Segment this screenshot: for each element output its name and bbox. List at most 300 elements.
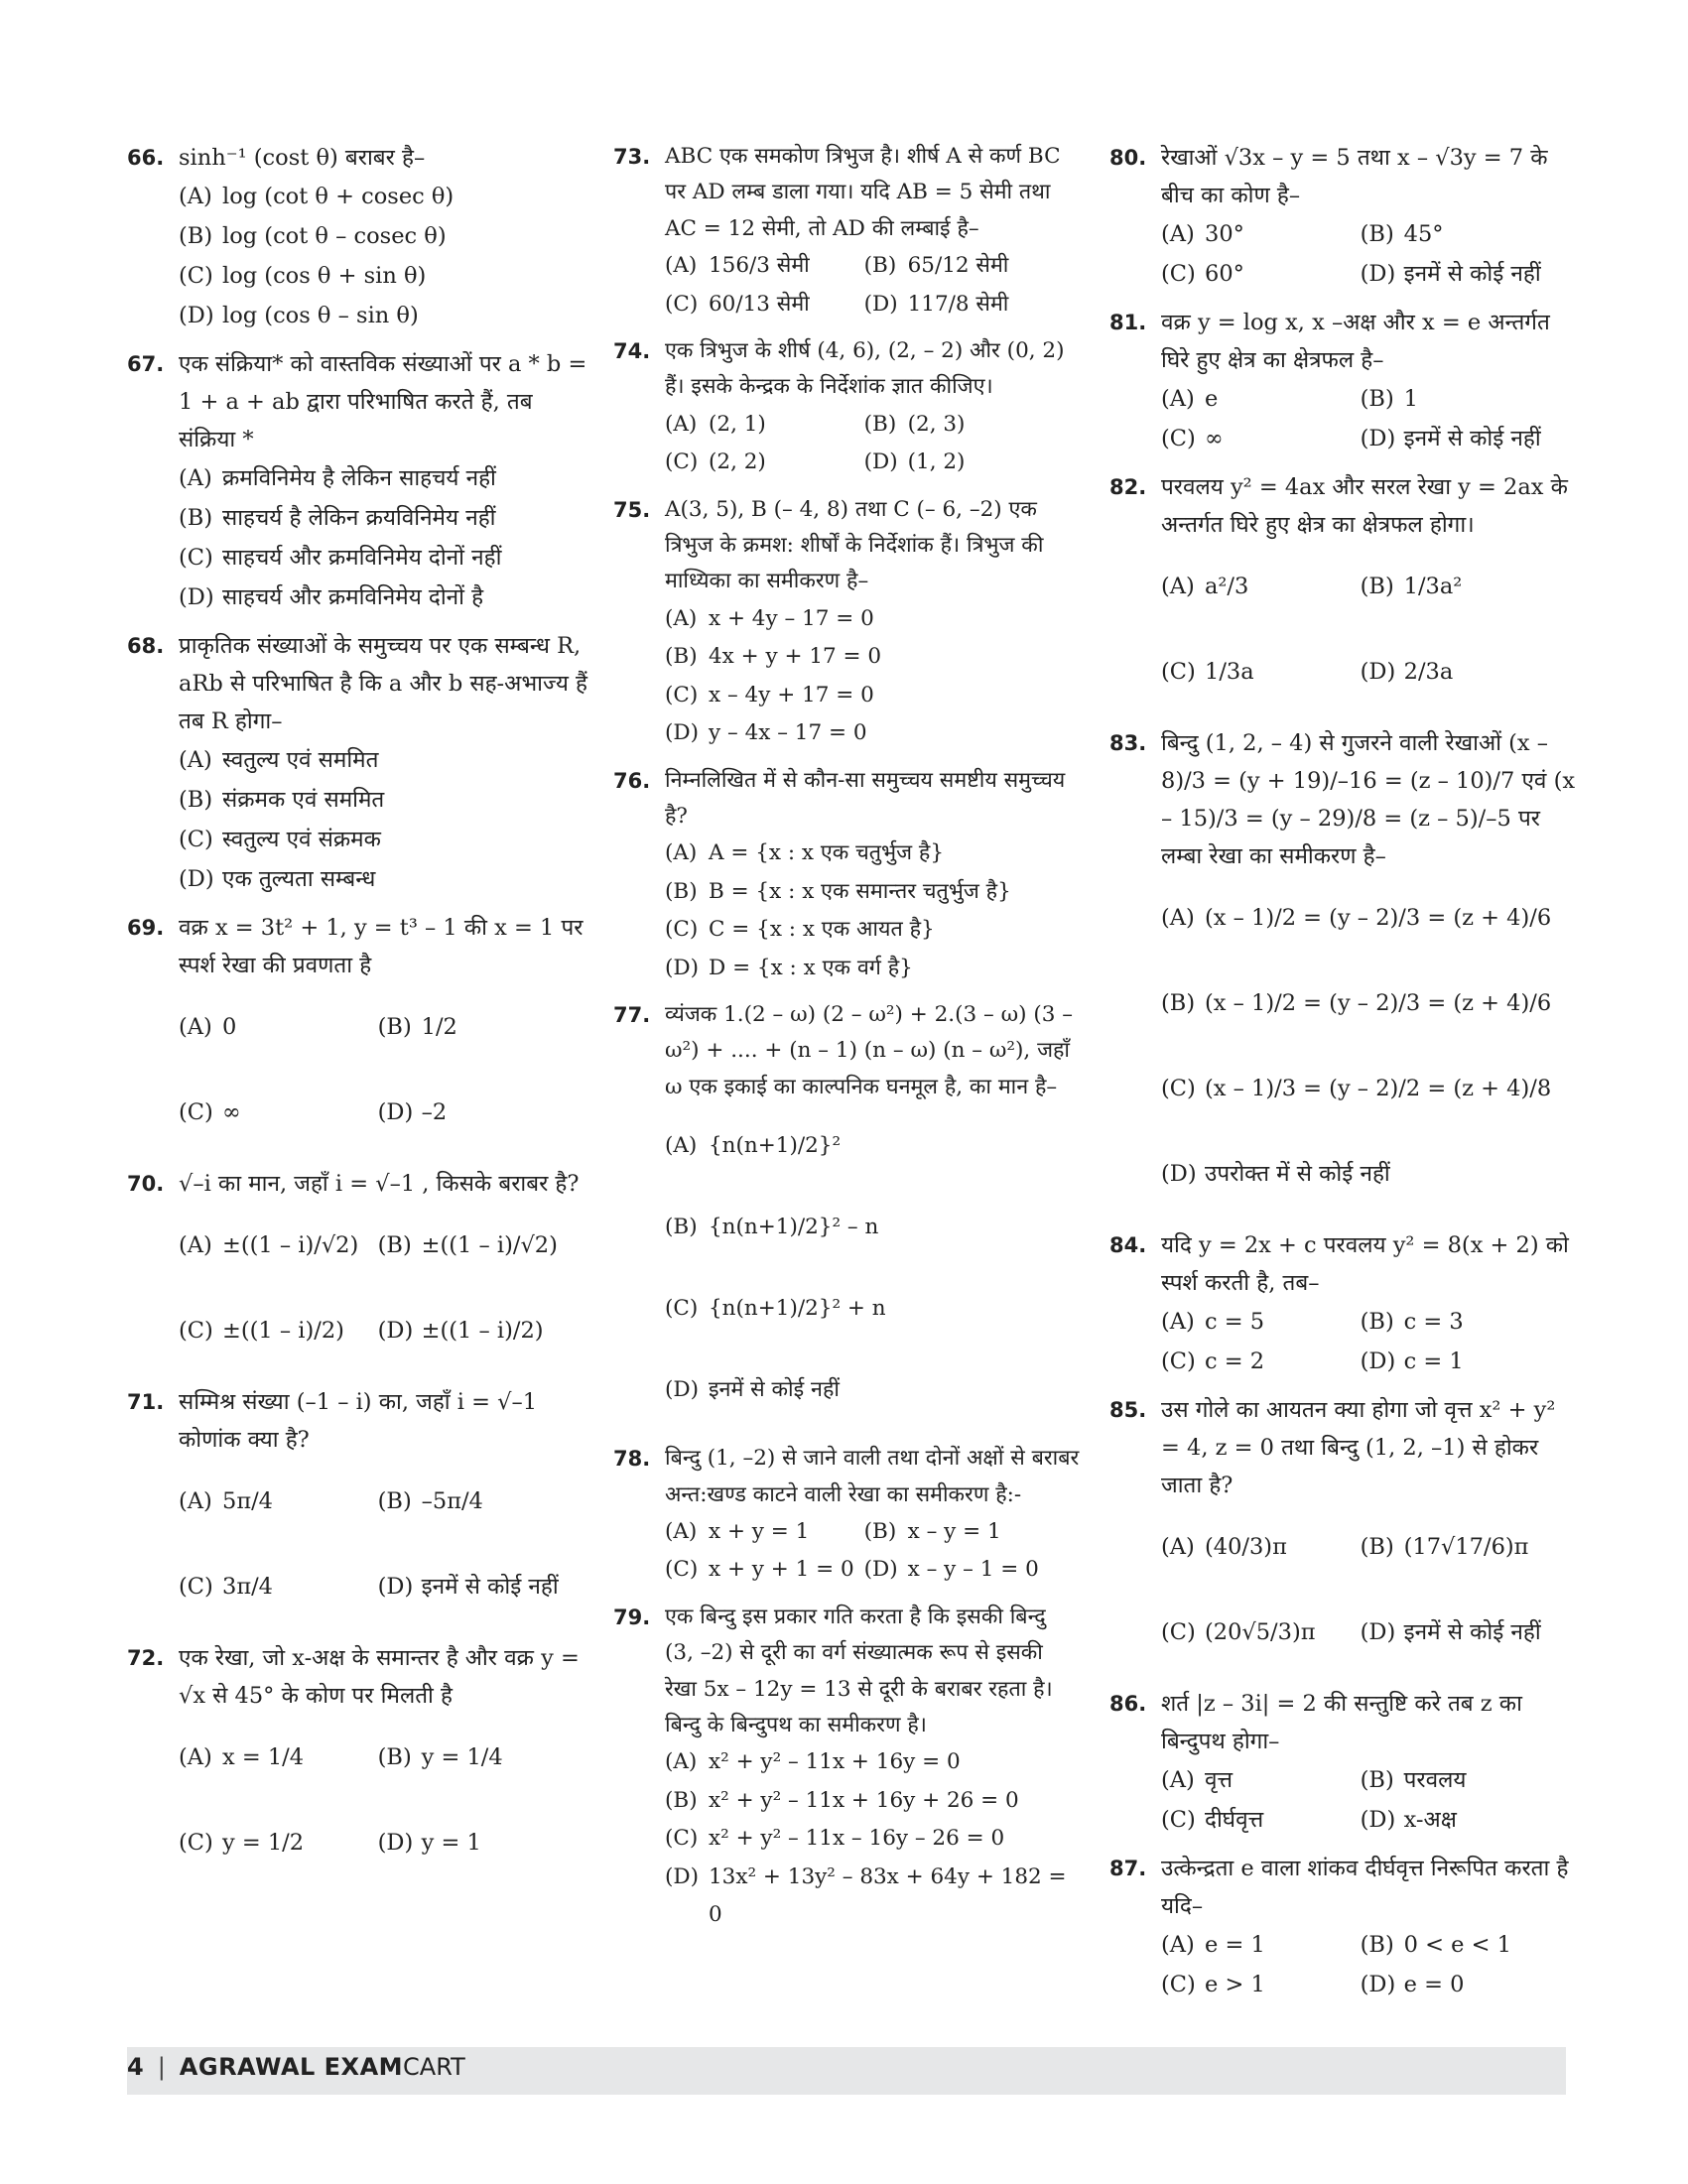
option-label: (C) <box>665 1296 699 1322</box>
option-label: (D) <box>665 1377 700 1403</box>
question-text: रेखाओं √3x – y = 5 तथा x – √3y = 7 के बीच का कोण है– <box>1161 145 1548 208</box>
question-text: बिन्दु (1, –2) से जाने वाली तथा दोनों अक्षों से बराबर अन्त:खण्ड काटने वाली रेखा का समीकरण है:- <box>665 1446 1080 1507</box>
option <box>864 444 1072 481</box>
option <box>1161 544 1361 629</box>
option-row <box>179 1288 593 1373</box>
option-label: (A) <box>179 1744 212 1770</box>
option-text: x – 4y + 17 = 0 <box>709 682 874 707</box>
option-row <box>1161 629 1576 714</box>
option-text: (x – 1)/2 = (y – 2)/3 = (z + 4)/6 <box>1205 905 1552 931</box>
option-label: (A) <box>665 253 698 279</box>
option <box>1161 1925 1361 1965</box>
option <box>1161 214 1361 254</box>
option-label: (D) <box>1360 1807 1396 1833</box>
option-text: e > 1 <box>1205 1972 1265 1997</box>
option-text: e <box>1205 386 1219 412</box>
option-row <box>1161 419 1576 458</box>
option <box>179 859 593 899</box>
option <box>1161 379 1361 419</box>
option <box>1361 544 1568 629</box>
option-text: x² + y² – 11x + 16y = 0 <box>709 1749 961 1775</box>
option-text: (1, 2) <box>907 450 966 475</box>
option-label: (C) <box>179 1099 213 1125</box>
option-label: (C) <box>179 827 213 852</box>
option-label: (D) <box>179 866 214 892</box>
option-row <box>179 1800 593 1885</box>
option <box>864 1513 1072 1551</box>
option-label: (A) <box>665 840 698 866</box>
option <box>179 1544 378 1629</box>
option-text: 1/2 <box>421 1014 457 1040</box>
option <box>864 247 1072 285</box>
option <box>665 677 1080 714</box>
option-row <box>665 1513 1080 1551</box>
option-text: x + y + 1 = 0 <box>709 1557 854 1583</box>
footer-text <box>127 2053 465 2081</box>
brand-name-light: CART <box>403 2053 465 2081</box>
option <box>179 780 593 820</box>
option-label: (B) <box>665 1787 698 1813</box>
option <box>179 216 593 256</box>
option <box>1161 254 1361 294</box>
option-text: e = 1 <box>1205 1932 1265 1958</box>
option-label: (C) <box>179 263 213 289</box>
question-text: उस गोले का आयतन क्या होगा जो वृत्त x² + y² = 4, z = 0 तथा बिन्दु (1, 2, –1) से होकर जाता है? <box>1161 1397 1556 1498</box>
option-text: संक्रमक एवं सममित <box>222 787 385 813</box>
option-label: (A) <box>1161 1309 1195 1335</box>
option <box>1161 1302 1361 1342</box>
option <box>665 1859 1080 1935</box>
option <box>378 1203 585 1288</box>
option <box>1361 214 1568 254</box>
option <box>1161 1504 1361 1590</box>
question-text: ABC एक समकोण त्रिभुज है। शीर्ष A से कर्ण BC पर AD लम्ब डाला गया। यदि AB = 5 सेमी तथा AC = 12 सेमी, तो AD की लम्बाई है– <box>665 144 1061 241</box>
option-label: (C) <box>1161 261 1196 287</box>
option-text: c = 2 <box>1205 1349 1265 1374</box>
question-number: 67. <box>127 352 165 376</box>
footer-bar <box>127 2047 1566 2095</box>
question <box>1109 1226 1576 1381</box>
option-text: दीर्घवृत्त <box>1205 1807 1264 1833</box>
option-text: B = {x : x एक समान्तर चतुर्भुज है} <box>709 878 1011 904</box>
question-text: बिन्दु (1, 2, – 4) से गुजरने वाली रेखाओं (x – 8)/3 = (y + 19)/–16 = (z – 10)/7 एवं (x – 15)/3 = (y – 29)/8 = (z – 5)/–5 पर लम्बा रेखा का समीकरण है– <box>1161 730 1576 869</box>
question <box>613 1441 1080 1590</box>
option <box>1361 254 1568 294</box>
question-text: प्राकृतिक संख्याओं के समुच्चय पर एक सम्बन्ध R, aRb से परिभाषित है कि a और b सह-अभाज्य हैं तब R होगा– <box>179 633 588 734</box>
question-text: √–i का मान, जहाँ i = √–1 , किसके बराबर है? <box>179 1171 580 1197</box>
question-text: शर्त |z – 3i| = 2 की सन्तुष्टि करे तब z का बिन्दुपथ होगा– <box>1161 1691 1522 1754</box>
option-label: (B) <box>863 1518 897 1544</box>
option-label: (C) <box>179 1574 213 1600</box>
question-number: 75. <box>613 497 651 522</box>
option-label: (A) <box>179 1014 212 1040</box>
option-text: (2, 2) <box>709 450 766 475</box>
option-label: (D) <box>377 1574 414 1600</box>
option <box>665 638 1080 676</box>
option-row <box>179 984 593 1070</box>
option-row <box>665 1551 1080 1589</box>
question <box>1109 139 1576 294</box>
option <box>1161 875 1576 961</box>
option <box>1361 379 1568 419</box>
option-text: इनमें से कोई नहीं <box>1403 261 1541 287</box>
question-text: एक संक्रिया* को वास्तविक संख्याओं पर a * b = 1 + a + ab द्वारा परिभाषित करते हैं, तब संक्रिया * <box>179 351 587 452</box>
option-label: (C) <box>665 1557 699 1583</box>
option-row <box>1161 1965 1576 2004</box>
question-number: 82. <box>1109 475 1147 499</box>
question-text: व्यंजक 1.(2 – ω) (2 – ω²) + 2.(3 – ω) (3 – ω²) + .... + (n – 1) (n – ω) (n – ω²), जहाँ ω एक इकाई का काल्पनिक घनमूल है, का मान है– <box>665 1001 1073 1099</box>
option <box>378 1459 585 1544</box>
question-number: 80. <box>1109 146 1147 170</box>
option-label: (C) <box>179 1830 213 1856</box>
option <box>665 835 1080 872</box>
option-label: (D) <box>863 450 898 475</box>
option <box>665 1105 1080 1187</box>
option-text: log (cot θ + cosec θ) <box>222 184 454 209</box>
option-label: (C) <box>665 450 699 475</box>
option-text: क्रमविनिमेय है लेकिन साहचर्य नहीं <box>222 465 496 491</box>
option-label: (B) <box>377 1014 412 1040</box>
question <box>1109 304 1576 458</box>
brand-name-bold: AGRAWAL EXAM <box>179 2053 404 2081</box>
option-label: (D) <box>1360 1619 1396 1645</box>
question-number: 73. <box>613 145 651 169</box>
option <box>665 444 864 481</box>
question-number: 71. <box>127 1390 165 1414</box>
option <box>665 1187 1080 1268</box>
option-text: log (cos θ – sin θ) <box>222 303 419 328</box>
option-text: x + y = 1 <box>709 1518 810 1544</box>
question <box>1109 1391 1576 1675</box>
option-text: (20√5/3)π <box>1205 1619 1316 1645</box>
option-label: (D) <box>863 1557 898 1583</box>
option-label: (A) <box>179 1232 212 1258</box>
option <box>378 1715 585 1800</box>
option <box>1361 1590 1568 1675</box>
question-text: एक रेखा, जो x-अक्ष के समान्तर है और वक्र y = √x से 45° के कोण पर मिलती है <box>179 1645 580 1709</box>
question <box>1109 1685 1576 1840</box>
question <box>613 139 1080 323</box>
question <box>127 345 593 617</box>
option-text: 0 <box>222 1014 237 1040</box>
option-text: ∞ <box>1205 426 1224 451</box>
option-text: y = 1/2 <box>222 1830 305 1856</box>
option-text: वृत्त <box>1205 1767 1234 1793</box>
option-row <box>1161 1302 1576 1342</box>
option <box>1361 1302 1568 1342</box>
option-row <box>1161 1800 1576 1840</box>
option-label: (B) <box>377 1488 412 1514</box>
option-text: 1 <box>1403 386 1418 412</box>
option-text: 4x + y + 17 = 0 <box>709 644 882 670</box>
option <box>179 498 593 538</box>
option-text: (x – 1)/3 = (y – 2)/2 = (z + 4)/8 <box>1205 1076 1552 1101</box>
option-label: (D) <box>179 303 214 328</box>
option-row <box>1161 544 1576 629</box>
option-text: (x – 1)/2 = (y – 2)/3 = (z + 4)/6 <box>1205 990 1552 1016</box>
option <box>1161 1590 1361 1675</box>
option-label: (C) <box>1161 1076 1196 1101</box>
question-number: 72. <box>127 1646 165 1670</box>
question-text: वक्र x = 3t² + 1, y = t³ – 1 की x = 1 पर स्पर्श रेखा की प्रवणता है <box>179 915 584 978</box>
option-row <box>179 1544 593 1629</box>
option-label: (D) <box>1360 261 1396 287</box>
option-label: (C) <box>1161 1349 1196 1374</box>
option <box>665 1513 864 1551</box>
option <box>1161 961 1576 1046</box>
option-text: x – y – 1 = 0 <box>907 1557 1039 1583</box>
option-label: (C) <box>665 682 699 707</box>
option-text: (40/3)π <box>1205 1534 1287 1560</box>
option-label: (A) <box>179 747 212 773</box>
option-text: 2/3a <box>1403 659 1454 685</box>
option-label: (B) <box>1360 1534 1394 1560</box>
question <box>1109 1850 1576 2004</box>
option-text: x – y = 1 <box>907 1518 1001 1544</box>
option <box>665 873 1080 911</box>
option-label: (D) <box>863 291 898 317</box>
option-label: (A) <box>179 1488 212 1514</box>
question-number: 70. <box>127 1172 165 1196</box>
question-text: यदि y = 2x + c परवलय y² = 8(x + 2) को स्पर्श करती है, तब– <box>1161 1232 1569 1296</box>
question-number: 74. <box>613 339 651 364</box>
option-text: इनमें से कोई नहीं <box>1403 426 1541 451</box>
option-label: (C) <box>1161 1807 1196 1833</box>
option-text: 117/8 सेमी <box>907 291 1009 317</box>
option-row <box>1161 379 1576 419</box>
question <box>613 492 1080 753</box>
option-text: x² + y² – 11x – 16y – 26 = 0 <box>709 1826 1005 1852</box>
option-label: (B) <box>1360 574 1394 599</box>
option-text: 0 < e < 1 <box>1403 1932 1511 1958</box>
option-label: (B) <box>1360 386 1394 412</box>
option-row <box>665 247 1080 285</box>
option <box>179 578 593 617</box>
option <box>179 820 593 859</box>
option-label: (B) <box>179 787 213 813</box>
option-label: (C) <box>1161 1619 1196 1645</box>
option-text: a²/3 <box>1205 574 1249 599</box>
option-label: (A) <box>1161 386 1195 412</box>
option-text: e = 0 <box>1403 1972 1465 1997</box>
option <box>179 984 378 1070</box>
option-label: (C) <box>1161 659 1196 685</box>
option-text: c = 3 <box>1403 1309 1464 1335</box>
option-row <box>665 286 1080 323</box>
option-label: (C) <box>665 917 699 943</box>
option-text: इनमें से कोई नहीं <box>709 1377 840 1403</box>
option <box>179 1203 378 1288</box>
option-row <box>179 1459 593 1544</box>
option-text: 60/13 सेमी <box>709 291 810 317</box>
option-text: 65/12 सेमी <box>907 253 1009 279</box>
option-text: D = {x : x एक वर्ग है} <box>709 955 913 980</box>
option-text: 156/3 सेमी <box>709 253 810 279</box>
option <box>1161 1046 1576 1131</box>
option-text: स्वतुल्य एवं सममित <box>222 747 379 773</box>
option-row <box>1161 254 1576 294</box>
option <box>1361 629 1568 714</box>
option-label: (B) <box>863 411 897 437</box>
option-row <box>1161 1504 1576 1590</box>
option-text: x-अक्ष <box>1403 1807 1457 1833</box>
question-number: 77. <box>613 1002 651 1027</box>
question-number: 69. <box>127 916 165 940</box>
option-text: 1/3a <box>1205 659 1254 685</box>
question-number: 68. <box>127 634 165 658</box>
option-label: (B) <box>665 1215 698 1240</box>
option <box>179 1459 378 1544</box>
question <box>127 1165 593 1373</box>
option-label: (B) <box>1360 221 1394 247</box>
question-number: 78. <box>613 1447 651 1472</box>
footer-separator: | <box>157 2053 166 2081</box>
option-label: (B) <box>179 505 213 531</box>
option-text: 60° <box>1205 261 1244 287</box>
option-label: (D) <box>1360 426 1396 451</box>
question-text: A(3, 5), B (– 4, 8) तथा C (– 6, –2) एक त्रिभुज के क्रमश: शीर्षों के निर्देशांक हैं। त्रिभुज की माध्यिका का समीकरण है– <box>665 496 1044 594</box>
option-label: (A) <box>665 1749 698 1775</box>
option-label: (A) <box>179 184 212 209</box>
option <box>665 406 864 444</box>
option <box>179 177 593 216</box>
option-label: (D) <box>179 584 214 610</box>
question-text: एक त्रिभुज के शीर्ष (4, 6), (2, – 2) और (0, 2) हैं। इसके केन्द्रक के निर्देशांक ज्ञात कीजिए। <box>665 338 1065 400</box>
option <box>1361 1800 1568 1840</box>
option-label: (C) <box>179 545 213 571</box>
option-text: log (cot θ – cosec θ) <box>222 223 447 249</box>
option-label: (D) <box>1360 659 1396 685</box>
option-label: (C) <box>1161 1972 1196 1997</box>
option <box>665 1551 864 1589</box>
option-row <box>665 444 1080 481</box>
option-text: 3π/4 <box>222 1574 273 1600</box>
option-label: (D) <box>377 1830 414 1856</box>
question-text: sinh⁻¹ (cost θ) बराबर है– <box>179 145 426 171</box>
option-row <box>179 1070 593 1155</box>
option <box>378 1800 585 1885</box>
question <box>613 997 1080 1431</box>
question-text: सम्मिश्र संख्या (–1 – i) का, जहाँ i = √–1 कोणांक क्या है? <box>179 1389 538 1453</box>
option <box>1361 1965 1568 2004</box>
option <box>378 1288 585 1373</box>
question <box>613 1600 1080 1935</box>
question-text: परवलय y² = 4ax और सरल रेखा y = 2ax के अन्तर्गत घिरे हुए क्षेत्र का क्षेत्रफल होगा। <box>1161 474 1568 538</box>
option-label: (C) <box>665 291 699 317</box>
option-text: 13x² + 13y² – 83x + 64y + 182 = 0 <box>709 1863 1067 1928</box>
option-text: ±((1 – i)/2) <box>421 1318 544 1344</box>
option <box>179 458 593 498</box>
option-text: इनमें से कोई नहीं <box>1403 1619 1541 1645</box>
option <box>665 1349 1080 1431</box>
option-label: (D) <box>1360 1349 1396 1374</box>
option-label: (B) <box>1360 1932 1394 1958</box>
question-number: 83. <box>1109 731 1147 755</box>
option-text: {n(n+1)/2}² – n <box>709 1215 879 1240</box>
option-row <box>1161 1925 1576 1965</box>
option <box>665 911 1080 949</box>
option-row <box>1161 1760 1576 1800</box>
option-label: (D) <box>377 1318 414 1344</box>
option-row <box>665 406 1080 444</box>
option <box>179 1288 378 1373</box>
option-row <box>1161 214 1576 254</box>
option <box>378 1070 585 1155</box>
option <box>1161 419 1361 458</box>
option <box>665 950 1080 987</box>
option-text: y = 1/4 <box>421 1744 503 1770</box>
option-text: {n(n+1)/2}² <box>709 1133 842 1159</box>
option <box>1361 1760 1568 1800</box>
option-text: C = {x : x एक आयत है} <box>709 917 935 943</box>
option-text: 5π/4 <box>222 1488 273 1514</box>
option-label: (D) <box>377 1099 414 1125</box>
option-text: {n(n+1)/2}² + n <box>709 1296 886 1322</box>
option-text: साहचर्य और क्रमविनिमेय दोनों नहीं <box>222 545 502 571</box>
option-text: इनमें से कोई नहीं <box>421 1574 559 1600</box>
option <box>665 1782 1080 1820</box>
question-number: 79. <box>613 1605 651 1629</box>
option-label: (A) <box>1161 905 1195 931</box>
option-label: (D) <box>665 955 700 980</box>
option-text: c = 1 <box>1403 1349 1464 1374</box>
page-number: 4 <box>127 2053 144 2081</box>
question-text: एक बिन्दु इस प्रकार गति करता है कि इसकी बिन्दु (3, –2) से दूरी का वर्ग संख्यात्मक रूप से इसकी रेखा 5x – 12y = 13 से दूरी के बराबर रहता है। बिन्दु के बिन्दुपथ का समीकरण है। <box>665 1604 1053 1737</box>
option-text: c = 5 <box>1205 1309 1265 1335</box>
option-label: (B) <box>377 1232 412 1258</box>
option-label: (C) <box>179 1318 213 1344</box>
option-label: (B) <box>665 644 698 670</box>
option <box>1161 1760 1361 1800</box>
option <box>179 296 593 335</box>
option <box>1161 1342 1361 1381</box>
option <box>1161 629 1361 714</box>
option-text: y = 1 <box>421 1830 481 1856</box>
option-label: (B) <box>1161 990 1196 1016</box>
option-text: साहचर्य है लेकिन क्रयविनिमेय नहीं <box>222 505 496 531</box>
option-row <box>179 1715 593 1800</box>
option-text: x² + y² – 11x + 16y + 26 = 0 <box>709 1787 1019 1813</box>
option-label: (A) <box>179 465 212 491</box>
question <box>127 139 593 335</box>
option <box>179 1715 378 1800</box>
question-number: 87. <box>1109 1857 1147 1880</box>
option-label: (A) <box>665 1518 698 1544</box>
question <box>127 1383 593 1629</box>
option-text: ±((1 – i)/2) <box>222 1318 344 1344</box>
option <box>179 1070 378 1155</box>
option <box>665 714 1080 752</box>
option <box>665 247 864 285</box>
option-text: –2 <box>421 1099 448 1125</box>
option-label: (B) <box>179 223 213 249</box>
question <box>613 763 1080 987</box>
question-number: 66. <box>127 146 165 170</box>
option-label: (B) <box>665 878 698 904</box>
option <box>378 984 585 1070</box>
option-label: (C) <box>1161 426 1196 451</box>
option-text: 45° <box>1403 221 1444 247</box>
option <box>1161 1800 1361 1840</box>
option-label: (B) <box>377 1744 412 1770</box>
option-label: (B) <box>1360 1309 1394 1335</box>
option-label: (A) <box>1161 1767 1195 1793</box>
option-text: (2, 3) <box>907 411 966 437</box>
option-text: –5π/4 <box>421 1488 483 1514</box>
option-label: (D) <box>1360 1972 1396 1997</box>
question <box>1109 468 1576 714</box>
option-label: (D) <box>665 720 700 746</box>
